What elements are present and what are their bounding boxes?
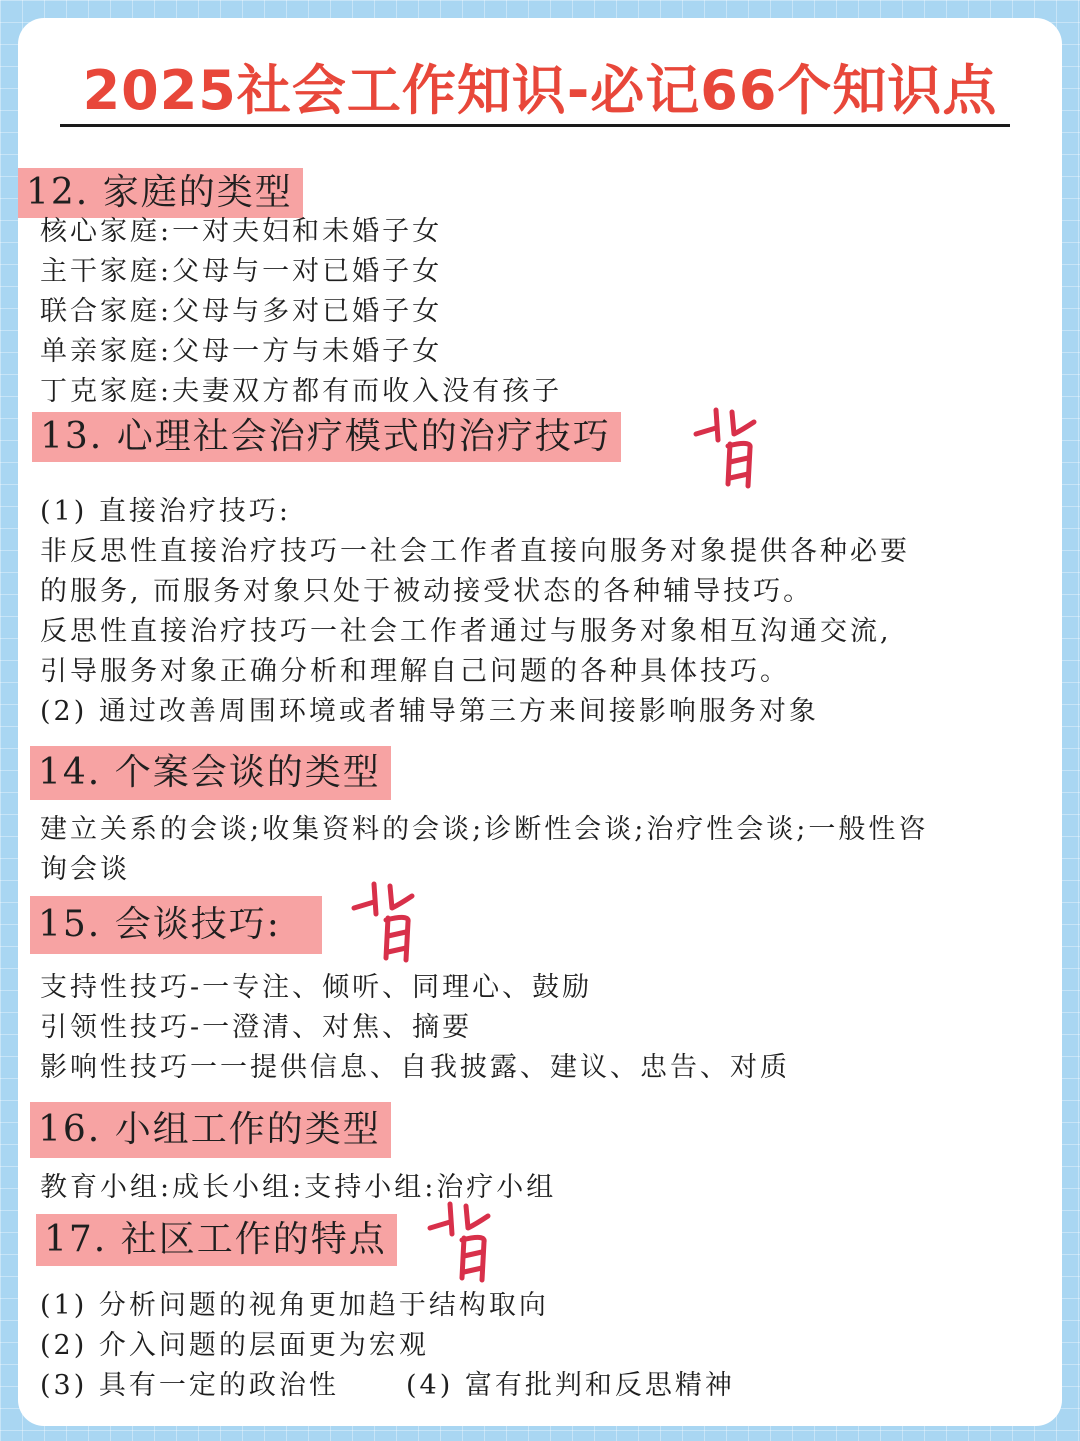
s12-line-3: 联合家庭:父母与多对已婚子女 <box>40 296 443 327</box>
note-card <box>18 18 1062 1426</box>
page-title: 2025社会工作知识-必记66个知识点 <box>82 59 998 122</box>
heading-15: 15. 会谈技巧: <box>30 896 322 954</box>
s12-line-4: 单亲家庭:父母一方与未婚子女 <box>40 336 443 367</box>
memorize-mark-icon <box>424 1198 514 1288</box>
s15-line-3: 影响性技巧一一提供信息、自我披露、建议、忠告、对质 <box>40 1052 790 1083</box>
heading-17: 17. 社区工作的特点 <box>36 1214 397 1266</box>
s13-line-5: 引导服务对象正确分析和理解自己问题的各种具体技巧。 <box>40 656 790 687</box>
s17-line-2: (2) 介入问题的层面更为宏观 <box>40 1330 429 1361</box>
s15-line-1: 支持性技巧-一专注、倾听、同理心、鼓励 <box>40 972 593 1003</box>
title-divider <box>60 124 1010 127</box>
heading-12: 12. 家庭的类型 <box>18 168 303 218</box>
s16-line-1: 教育小组:成长小组:支持小组:治疗小组 <box>40 1172 557 1203</box>
s13-line-3: 的服务, 而服务对象只处于被动接受状态的各种辅导技巧。 <box>40 576 814 607</box>
s13-line-1: (1) 直接治疗技巧: <box>40 496 291 527</box>
s17-line-1: (1) 分析问题的视角更加趋于结构取向 <box>40 1290 549 1321</box>
s15-line-2: 引领性技巧-一澄清、对焦、摘要 <box>40 1012 473 1043</box>
s13-line-2: 非反思性直接治疗技巧一社会工作者直接向服务对象提供各种必要 <box>40 536 910 567</box>
s14-line-1: 建立关系的会谈;收集资料的会谈;诊断性会谈;治疗性会谈;一般性咨 <box>40 814 929 845</box>
s12-line-1: 核心家庭:一对夫妇和未婚子女 <box>40 216 443 247</box>
heading-16: 16. 小组工作的类型 <box>30 1102 391 1158</box>
s17-line-3: (3) 具有一定的政治性 <box>40 1370 339 1401</box>
s13-line-4: 反思性直接治疗技巧一社会工作者通过与服务对象相互沟通交流, <box>40 616 892 647</box>
heading-13: 13. 心理社会治疗模式的治疗技巧 <box>32 412 621 462</box>
s14-line-2: 询会谈 <box>40 854 130 885</box>
mark-label: 背 <box>690 404 691 405</box>
s12-line-2: 主干家庭:父母与一对已婚子女 <box>40 256 443 287</box>
s13-line-6: (2) 通过改善周围环境或者辅导第三方来间接影响服务对象 <box>40 696 819 727</box>
memorize-mark-icon <box>348 878 438 968</box>
heading-14: 14. 个案会谈的类型 <box>30 746 391 800</box>
memorize-mark-icon <box>690 404 780 494</box>
s12-line-5: 丁克家庭:夫妻双方都有而收入没有孩子 <box>40 376 563 407</box>
s17-line-4: (4) 富有批判和反思精神 <box>406 1370 735 1401</box>
